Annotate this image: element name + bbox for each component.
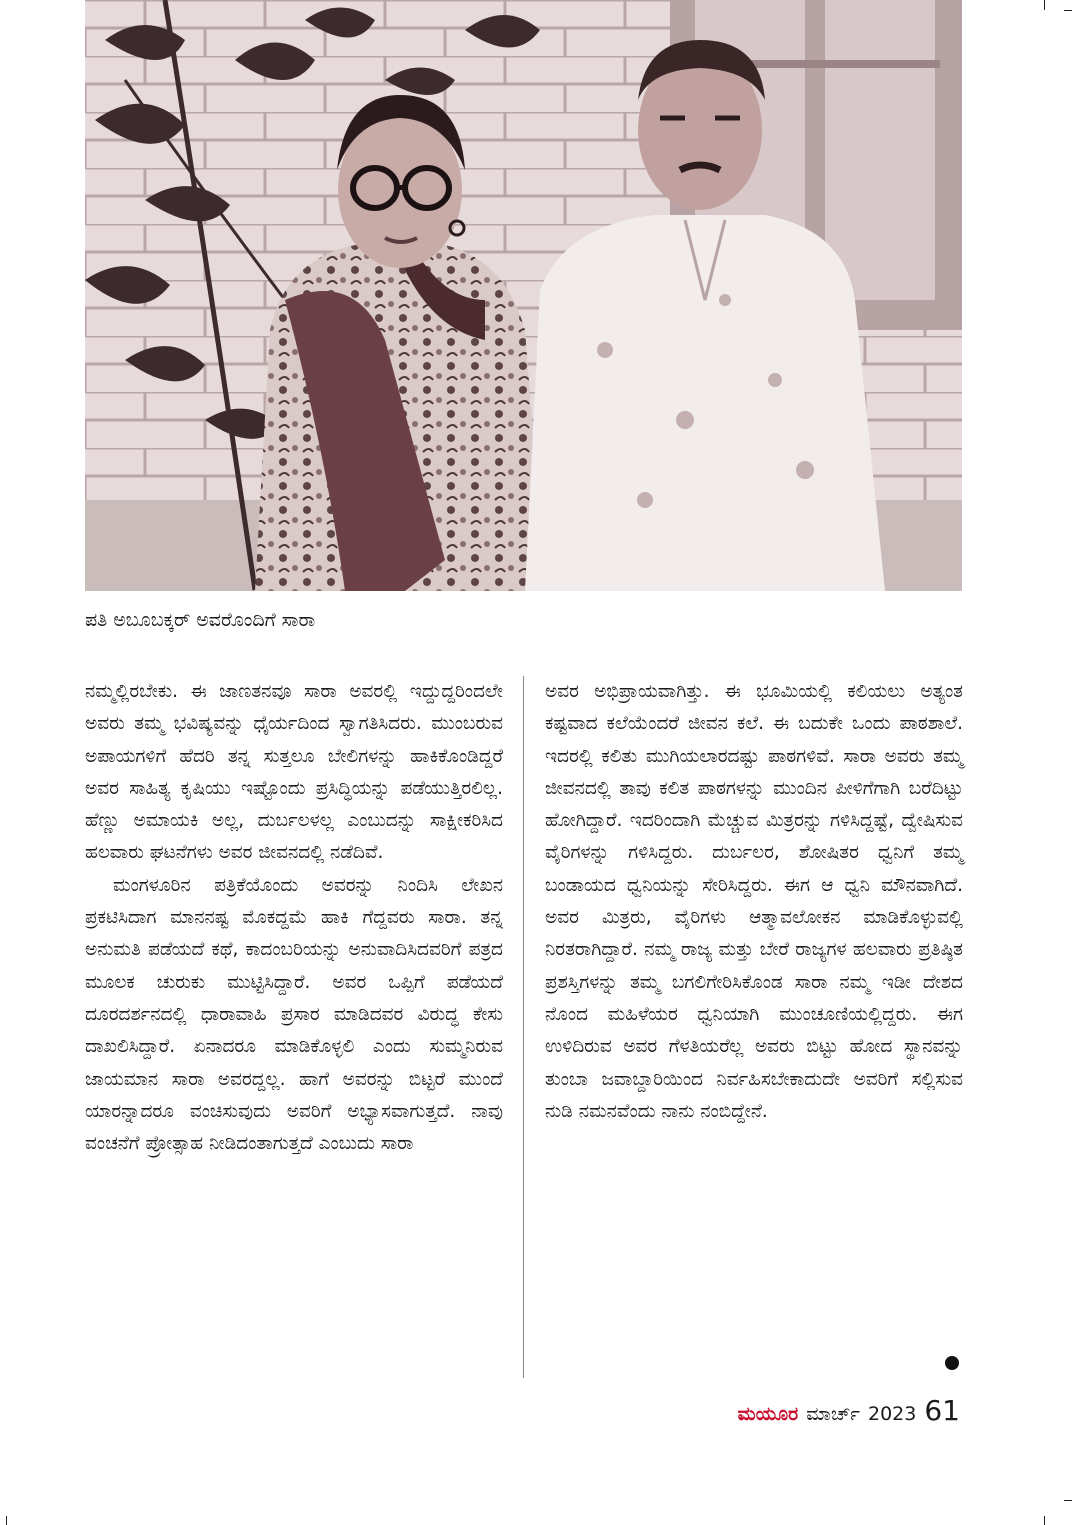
photo-caption: ಪತಿ ಅಬೂಬಕ್ಕರ್ ಅವರೊಂದಿಗೆ ಸಾರಾ (85, 609, 316, 631)
article-photo (85, 0, 962, 591)
article-end-bullet-icon (945, 1356, 959, 1370)
article-column-right (545, 676, 963, 1128)
page-footer (738, 1394, 960, 1427)
page-number: 61 (924, 1394, 960, 1427)
photo-illustration (85, 0, 962, 591)
magazine-brand: ಮಯೂರ (737, 1403, 799, 1425)
crop-mark-top-right (1044, 0, 1045, 10)
issue-year: 2023 (868, 1403, 917, 1425)
crop-mark-bottom-right (1044, 1516, 1045, 1525)
issue-month: ಮಾರ್ಚ್ (806, 1403, 860, 1425)
paragraph: ಅವರ ಅಭಿಪ್ರಾಯವಾಗಿತ್ತು. ಈ ಭೂಮಿಯಲ್ಲಿ ಕಲಿಯಲು ಅತ್ಯಂತ ಕಷ್ಟವಾದ ಕಲೆಯೆಂದರೆ ಜೀವನ ಕಲೆ. ಈ ಬದುಕೇ ಒಂದು ಪಾಠಶಾಲೆ. ಇದರಲ್ಲಿ ಕಲಿತು ಮುಗಿಯಲಾರದಷ್ಟು ಪಾಠಗಳಿವೆ. ಸಾರಾ ಅವರು ತಮ್ಮ ಜೀವನದಲ್ಲಿ ತಾವು ಕಲಿತ ಪಾಠಗಳನ್ನು ಮುಂದಿನ ಪೀಳಿಗೆಗಾಗಿ ಬರೆದಿಟ್ಟು ಹೋಗಿದ್ದಾರೆ. ಇದರಿಂದಾಗಿ ಮೆಚ್ಚುವ ಮಿತ್ರರನ್ನು ಗಳಿಸಿದ್ದಷ್ಟೆ, ದ್ವೇಷಿಸುವ ವೈರಿಗಳನ್ನು ಗಳಿಸಿದ್ದರು. ದುರ್ಬಲರ, ಶೋಷಿತರ ಧ್ವನಿಗೆ ತಮ್ಮ ಬಂಡಾಯದ ಧ್ವನಿಯನ್ನು ಸೇರಿಸಿದ್ದರು. ಈಗ ಆ ಧ್ವನಿ ಮೌನವಾಗಿದೆ. ಅವರ ಮಿತ್ರರು, ವೈರಿಗಳು ಆತ್ಮಾವಲೋಕನ ಮಾಡಿಕೊಳ್ಳುವಲ್ಲಿ ನಿರತರಾಗಿದ್ದಾರೆ. ನಮ್ಮ ರಾಜ್ಯ ಮತ್ತು ಬೇರೆ ರಾಜ್ಯಗಳ ಹಲವಾರು ಪ್ರತಿಷ್ಠಿತ ಪ್ರಶಸ್ತಿಗಳನ್ನು ತಮ್ಮ ಬಗಲಿಗೇರಿಸಿಕೊಂಡ ಸಾರಾ ನಮ್ಮ ಇಡೀ ದೇಶದ ನೊಂದ ಮಹಿಳೆಯರ ಧ್ವನಿಯಾಗಿ ಮುಂಚೂಣಿಯಲ್ಲಿದ್ದರು. ಈಗ ಉಳಿದಿರುವ ಅವರ ಗೆಳತಿಯರೆಲ್ಲ ಅವರು ಬಿಟ್ಟು ಹೋದ ಸ್ಥಾನವನ್ನು ತುಂಬಾ ಜವಾಬ್ದಾರಿಯಿಂದ ನಿರ್ವಹಿಸಬೇಕಾದುದೇ ಅವರಿಗೆ ಸಲ್ಲಿಸುವ ನುಡಿ ನಮನವೆಂದು ನಾನು ನಂಬಿದ್ದೇನೆ. (545, 681, 963, 1122)
crop-mark-right-lower (1064, 1500, 1072, 1501)
crop-mark-bottom-left (6, 1516, 7, 1525)
column-divider (523, 676, 524, 1378)
article-column-left (85, 676, 503, 1160)
paragraph: ನಮ್ಮಲ್ಲಿರಬೇಕು. ಈ ಜಾಣತನವೂ ಸಾರಾ ಅವರಲ್ಲಿ ಇದ್ದುದ್ದರಿಂದಲೇ ಅವರು ತಮ್ಮ ಭವಿಷ್ಯವನ್ನು ಧೈರ್ಯದಿಂದ ಸ್ವಾಗತಿಸಿದರು. ಮುಂಬರುವ ಅಪಾಯಗಳಿಗೆ ಹೆದರಿ ತನ್ನ ಸುತ್ತಲೂ ಬೇಲಿಗಳನ್ನು ಹಾಕಿಕೊಂಡಿದ್ದರೆ ಅವರ ಸಾಹಿತ್ಯ ಕೃಷಿಯು ಇಷ್ಟೊಂದು ಪ್ರಸಿದ್ಧಿಯನ್ನು ಪಡೆಯುತ್ತಿರಲಿಲ್ಲ. ಹೆಣ್ಣು ಅಮಾಯಕಿ ಅಲ್ಲ, ದುರ್ಬಲಳಲ್ಲ ಎಂಬುದನ್ನು ಸಾಕ್ಷೀಕರಿಸಿದ ಹಲವಾರು ಘಟನೆಗಳು ಅವರ ಜೀವನದಲ್ಲಿ ನಡೆದಿವೆ. (85, 681, 503, 864)
crop-mark-right-mid (1064, 10, 1072, 11)
paragraph: ಮಂಗಳೂರಿನ ಪತ್ರಿಕೆಯೊಂದು ಅವರನ್ನು ನಿಂದಿಸಿ ಲೇಖನ ಪ್ರಕಟಿಸಿದಾಗ ಮಾನನಷ್ಟ ಮೊಕದ್ದಮೆ ಹಾಕಿ ಗೆದ್ದವರು ಸಾರಾ. ತನ್ನ ಅನುಮತಿ ಪಡೆಯದೆ ಕಥೆ, ಕಾದಂಬರಿಯನ್ನು ಅನುವಾದಿಸಿದವರಿಗೆ ಪತ್ರದ ಮೂಲಕ ಚುರುಕು ಮುಟ್ಟಿಸಿದ್ದಾರೆ. ಅವರ ಒಪ್ಪಿಗೆ ಪಡೆಯದೆ ದೂರದರ್ಶನದಲ್ಲಿ ಧಾರಾವಾಹಿ ಪ್ರಸಾರ ಮಾಡಿದವರ ವಿರುದ್ಧ ಕೇಸು ದಾಖಲಿಸಿದ್ದಾರೆ. ಏನಾದರೂ ಮಾಡಿಕೊಳ್ಳಲಿ ಎಂದು ಸುಮ್ಮನಿರುವ ಜಾಯಮಾನ ಸಾರಾ ಅವರದ್ದಲ್ಲ. ಹಾಗೆ ಅವರನ್ನು ಬಿಟ್ಟರೆ ಮುಂದೆ ಯಾರನ್ನಾದರೂ ವಂಚಿಸುವುದು ಅವರಿಗೆ ಅಭ್ಯಾಸವಾಗುತ್ತದೆ. ನಾವು ವಂಚನೆಗೆ ಪ್ರೋತ್ಸಾಹ ನೀಡಿದಂತಾಗುತ್ತದೆ ಎಂಬುದು ಸಾರಾ (85, 874, 503, 1155)
